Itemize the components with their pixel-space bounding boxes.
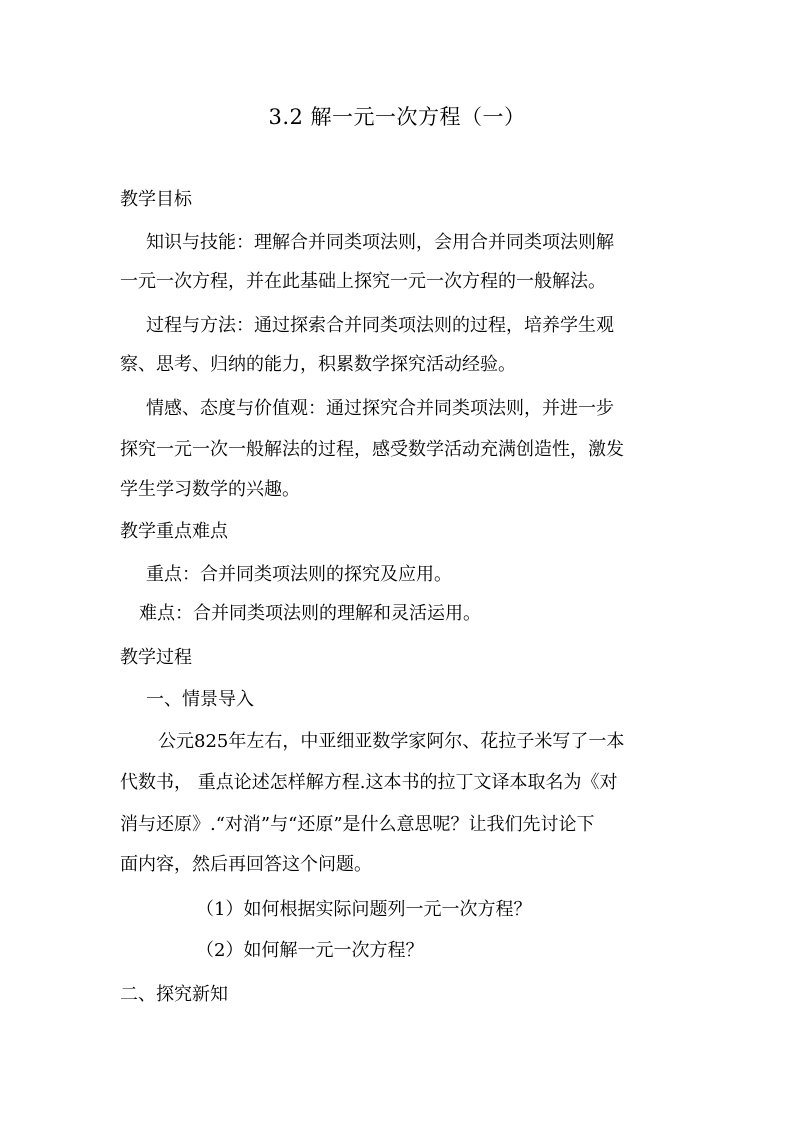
intro-heading: 一、情景导入 xyxy=(146,689,254,710)
process-heading: 教学过程 xyxy=(120,647,192,668)
document-title: 3.2 解一元一次方程（一） xyxy=(268,105,526,129)
intro-line-1: 公元825年左右，中亚细亚数学家阿尔、花拉子米写了一本 xyxy=(158,731,625,752)
question-2: （2）如何解一元一次方程？ xyxy=(196,940,424,961)
knowledge-line-2: 一元一次方程，并在此基础上探究一元一次方程的一般解法。 xyxy=(120,271,606,292)
emotion-line-2: 探究一元一次一般解法的过程，感受数学活动充满创造性，激发 xyxy=(120,439,624,460)
objectives-heading: 教学目标 xyxy=(120,189,192,210)
intro-line-2: 代数书， 重点论述怎样解方程.这本书的拉丁文译本取名为《对 xyxy=(120,772,618,793)
knowledge-line-1: 知识与技能：理解合并同类项法则，会用合并同类项法则解 xyxy=(146,232,614,253)
process-line-2: 察、思考、归纳的能力，积累数学探究活动经验。 xyxy=(120,354,516,375)
explore-heading: 二、探究新知 xyxy=(120,984,228,1005)
difficult-point: 难点：合并同类项法则的理解和灵活运用。 xyxy=(139,603,481,624)
emotion-line-3: 学生学习数学的兴趣。 xyxy=(120,479,300,500)
key-points-heading: 教学重点难点 xyxy=(120,521,228,542)
intro-line-3: 消与还原》.“对消”与“还原”是什么意思呢？让我们先讨论下 xyxy=(120,814,595,835)
question-1: （1）如何根据实际问题列一元一次方程？ xyxy=(196,899,532,920)
intro-line-4: 面内容，然后再回答这个问题。 xyxy=(120,854,372,875)
emotion-line-1: 情感、态度与价值观：通过探究合并同类项法则，并进一步 xyxy=(146,398,614,419)
key-point: 重点：合并同类项法则的探究及应用。 xyxy=(146,564,452,585)
process-line-1: 过程与方法：通过探索合并同类项法则的过程，培养学生观 xyxy=(146,315,614,336)
